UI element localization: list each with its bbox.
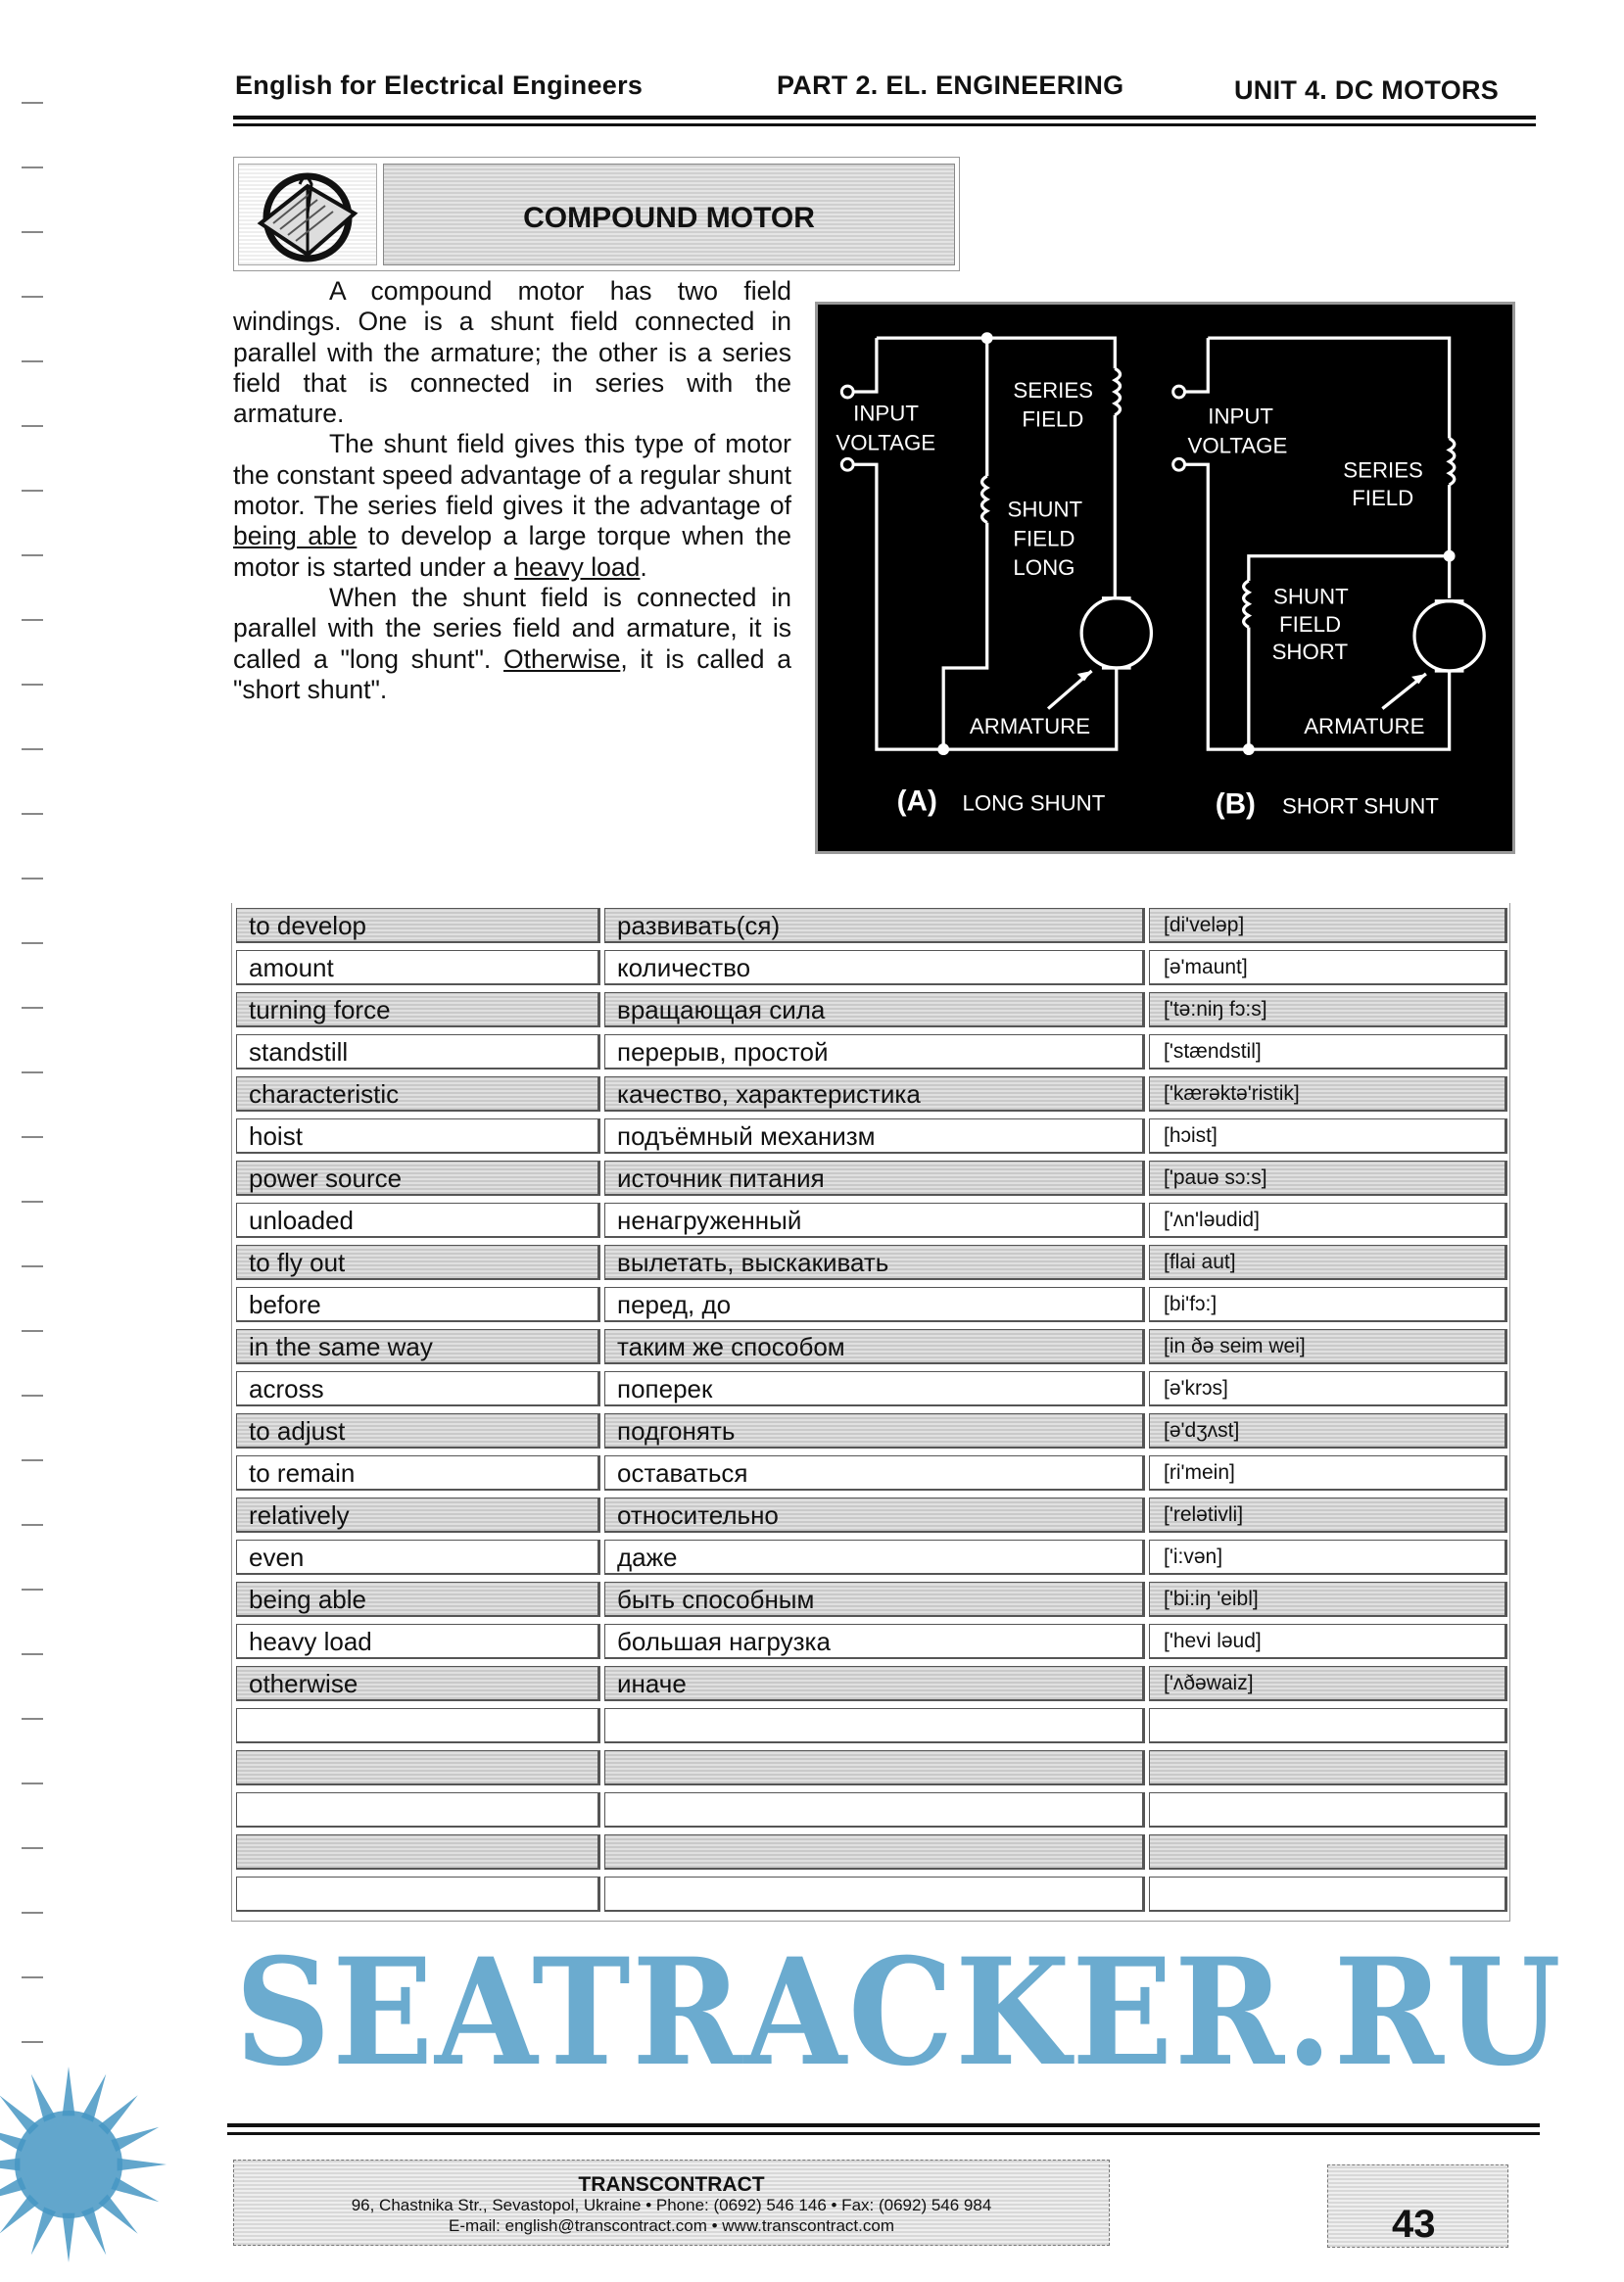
underlined-term: heavy load [514, 551, 641, 582]
table-row [236, 908, 1507, 943]
english-term: heavy load [236, 1624, 600, 1659]
text-segment: A compound motor has two field windings. One is a shunt field connected in parallel with the armature; the other is a series field that is connected in series with the armature. [233, 276, 791, 429]
table-row [236, 1708, 1507, 1743]
vocabulary-table [231, 903, 1510, 1922]
russian-translation: таким же способом [604, 1329, 1145, 1364]
footer-rule [227, 2132, 1540, 2135]
english-term: hoist [236, 1118, 600, 1154]
table-row [236, 950, 1507, 985]
russian-translation: поперек [604, 1371, 1145, 1406]
transcription: ['i:vən] [1149, 1540, 1507, 1575]
text-segment: . [640, 551, 647, 582]
russian-translation [604, 1792, 1145, 1828]
russian-translation: ненагруженный [604, 1203, 1145, 1238]
caption-long-shunt: LONG SHUNT [962, 790, 1106, 816]
underlined-term: being able [233, 521, 358, 551]
label-shunt-field: FIELD [1278, 611, 1342, 637]
english-term: in the same way [236, 1329, 600, 1364]
transcription [1149, 1834, 1507, 1870]
transcription: [ə'dʒʌst] [1149, 1413, 1507, 1449]
russian-translation: даже [604, 1540, 1145, 1575]
table-row [236, 1034, 1507, 1070]
publisher-address: 96, Chastnika Str., Sevastopol, Ukraine • Phone: (0692) 546 146 • Fax: (0692) 546 984 [351, 2196, 992, 2214]
english-term: standstill [236, 1034, 600, 1070]
margin-ticks [22, 39, 43, 2047]
english-term: turning force [236, 992, 600, 1027]
english-term [236, 1708, 600, 1743]
caption-short-shunt: SHORT SHUNT [1281, 793, 1439, 819]
transcription: ['relətivli] [1149, 1498, 1507, 1533]
transcription: ['hevi ləud] [1149, 1624, 1507, 1659]
publisher-contact: E-mail: english@transcontract.com • www.transcontract.com [449, 2216, 894, 2235]
transcription: [in ðə seim wei] [1149, 1329, 1507, 1364]
english-term: otherwise [236, 1666, 600, 1701]
label-b: (B) [1215, 787, 1256, 821]
english-term: to develop [236, 908, 600, 943]
transcription: [ə'krɔs] [1149, 1371, 1507, 1406]
table-row [236, 1371, 1507, 1406]
transcription: ['kærəktə'ristik] [1149, 1076, 1507, 1112]
english-term: characteristic [236, 1076, 600, 1112]
header-unit: UNIT 4. DC MOTORS [1234, 75, 1500, 105]
russian-translation [604, 1877, 1145, 1912]
watermark-text: SEATRACKER.RU [235, 1926, 1563, 2099]
section-title-box [233, 157, 960, 271]
table-row [236, 1624, 1507, 1659]
english-term [236, 1834, 600, 1870]
english-term: across [236, 1371, 600, 1406]
transcription: [di'veləp] [1149, 908, 1507, 943]
publisher-info [233, 2160, 1110, 2246]
table-row [236, 1540, 1507, 1575]
english-term: to adjust [236, 1413, 600, 1449]
label-armature: ARMATURE [1304, 713, 1425, 738]
english-term: to fly out [236, 1245, 600, 1280]
header-book-title: English for Electrical Engineers [235, 71, 644, 100]
text-segment: The shunt field gives this type of motor the constant speed advantage of a regular shunt motor. The series field gives it the advantage of [233, 429, 791, 521]
page-number: 43 [1327, 2164, 1508, 2248]
compound-motor-diagram [815, 302, 1515, 854]
label-armature: ARMATURE [969, 713, 1091, 738]
russian-translation: количество [604, 950, 1145, 985]
english-term [236, 1792, 600, 1828]
header-rule [233, 116, 1536, 119]
transcription: ['tə:niŋ fɔ:s] [1149, 992, 1507, 1027]
english-term: being able [236, 1582, 600, 1617]
english-term: before [236, 1287, 600, 1322]
footer-rule [227, 2123, 1540, 2127]
russian-translation: качество, характеристика [604, 1076, 1145, 1112]
english-term: unloaded [236, 1203, 600, 1238]
table-row [236, 1413, 1507, 1449]
label-shunt: SHUNT [1273, 584, 1349, 609]
body-text [233, 276, 791, 705]
russian-translation: подгонять [604, 1413, 1145, 1449]
table-row [236, 1161, 1507, 1196]
russian-translation: вылетать, выскакивать [604, 1245, 1145, 1280]
label-field: FIELD [1022, 406, 1084, 432]
label-series: SERIES [1343, 457, 1423, 483]
english-term [236, 1877, 600, 1912]
table-row [236, 1118, 1507, 1154]
transcription [1149, 1708, 1507, 1743]
transcription: ['pauə sɔ:s] [1149, 1161, 1507, 1196]
label-voltage: VOLTAGE [836, 430, 936, 455]
sun-ray [118, 2159, 167, 2171]
table-row [236, 1582, 1507, 1617]
text-segment: When the shunt field is connected in parallel with the series field and armature, it is called a "long shunt". [233, 582, 791, 674]
label-input: INPUT [853, 401, 919, 426]
table-row [236, 1287, 1507, 1322]
english-term: amount [236, 950, 600, 985]
table-row [236, 1245, 1507, 1280]
underlined-term: Otherwise [503, 643, 621, 674]
table-row [236, 1666, 1507, 1701]
label-long: LONG [1013, 555, 1075, 581]
transcription [1149, 1792, 1507, 1828]
english-term [236, 1750, 600, 1785]
label-voltage: VOLTAGE [1187, 433, 1288, 458]
transcription: [bi'fɔ:] [1149, 1287, 1507, 1322]
table-row [236, 1834, 1507, 1870]
text-segment: , it is called a "short shunt". [233, 643, 791, 704]
label-shunt-field: FIELD [1013, 526, 1075, 551]
table-row [236, 1203, 1507, 1238]
text-segment: to develop a large torque when the motor is started under a [233, 521, 791, 582]
paragraph [233, 276, 791, 429]
transcription: ['bi:iŋ 'eibl] [1149, 1582, 1507, 1617]
english-term: relatively [236, 1498, 600, 1533]
transcription: ['ʌðəwaiz] [1149, 1666, 1507, 1701]
russian-translation: подъёмный механизм [604, 1118, 1145, 1154]
transcription [1149, 1750, 1507, 1785]
publisher-name: TRANSCONTRACT [578, 2173, 765, 2196]
transcription: ['stændstil] [1149, 1034, 1507, 1070]
label-shunt: SHUNT [1007, 497, 1083, 522]
table-row [236, 1498, 1507, 1533]
russian-translation: перерыв, простой [604, 1034, 1145, 1070]
russian-translation: иначе [604, 1666, 1145, 1701]
russian-translation [604, 1708, 1145, 1743]
russian-translation: вращающая сила [604, 992, 1145, 1027]
transcription: ['ʌn'ləudid] [1149, 1203, 1507, 1238]
english-term: to remain [236, 1455, 600, 1491]
sun-ray [63, 2213, 75, 2262]
sun-ray [63, 2067, 75, 2116]
label-field: FIELD [1352, 485, 1414, 510]
transcription: [flai aut] [1149, 1245, 1507, 1280]
section-title: COMPOUND MOTOR [383, 164, 955, 265]
russian-translation: источник питания [604, 1161, 1145, 1196]
english-term: power source [236, 1161, 600, 1196]
open-book-icon [239, 165, 376, 264]
transcription: [hɔist] [1149, 1118, 1507, 1154]
russian-translation: относительно [604, 1498, 1145, 1533]
table-row [236, 1750, 1507, 1785]
russian-translation [604, 1834, 1145, 1870]
transcription: [ə'maunt] [1149, 950, 1507, 985]
label-a: (A) [896, 784, 937, 818]
table-row [236, 1329, 1507, 1364]
table-row [236, 992, 1507, 1027]
transcription: [ri'mein] [1149, 1455, 1507, 1491]
circuit-diagrams [818, 305, 1512, 851]
label-input: INPUT [1208, 404, 1274, 429]
russian-translation: оставаться [604, 1455, 1145, 1491]
transcription [1149, 1877, 1507, 1912]
table-row [236, 1076, 1507, 1112]
russian-translation: быть способным [604, 1582, 1145, 1617]
table-row [236, 1792, 1507, 1828]
header-rule [233, 123, 1536, 126]
header-part: PART 2. EL. ENGINEERING [777, 71, 1124, 100]
label-short: SHORT [1271, 640, 1349, 665]
table-row [236, 1877, 1507, 1912]
sun-watermark-icon [0, 2047, 167, 2282]
paragraph [233, 583, 791, 705]
table-row [236, 1455, 1507, 1491]
russian-translation: большая нагрузка [604, 1624, 1145, 1659]
russian-translation [604, 1750, 1145, 1785]
russian-translation: развивать(ся) [604, 908, 1145, 943]
russian-translation: перед, до [604, 1287, 1145, 1322]
label-series: SERIES [1013, 377, 1094, 403]
book-icon-box [238, 164, 377, 265]
paragraph [233, 429, 791, 582]
english-term: even [236, 1540, 600, 1575]
